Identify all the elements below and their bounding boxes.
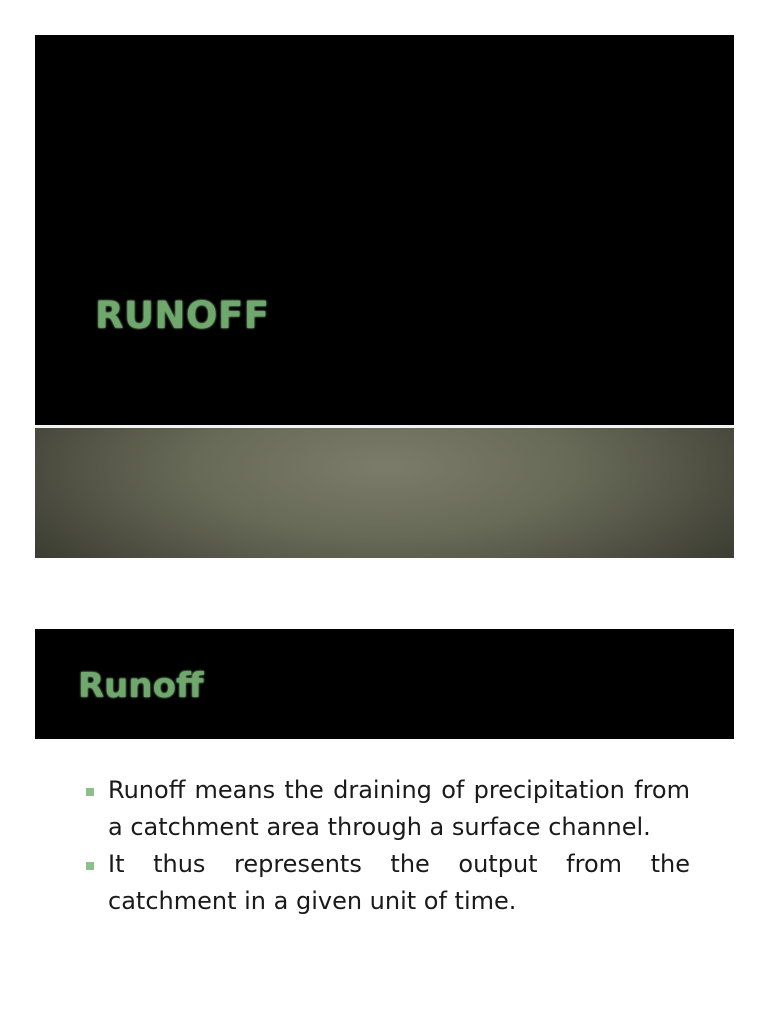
decorative-gradient-band (35, 428, 734, 558)
content-slide-header (35, 629, 734, 739)
bullet-list (85, 772, 690, 920)
slide-title: RUNOFF (95, 294, 270, 337)
title-slide (35, 35, 734, 558)
bullet-text: It thus represents the output from the catchment in a given unit of time. (108, 850, 690, 915)
content-slide-title: Runoff (78, 666, 204, 706)
bullet-item (85, 846, 690, 920)
square-bullet-icon (86, 862, 94, 870)
bullet-text: Runoff means the draining of precipitation from a catchment area through a surface channel. (108, 776, 690, 841)
bullet-item (85, 772, 690, 846)
square-bullet-icon (86, 788, 94, 796)
